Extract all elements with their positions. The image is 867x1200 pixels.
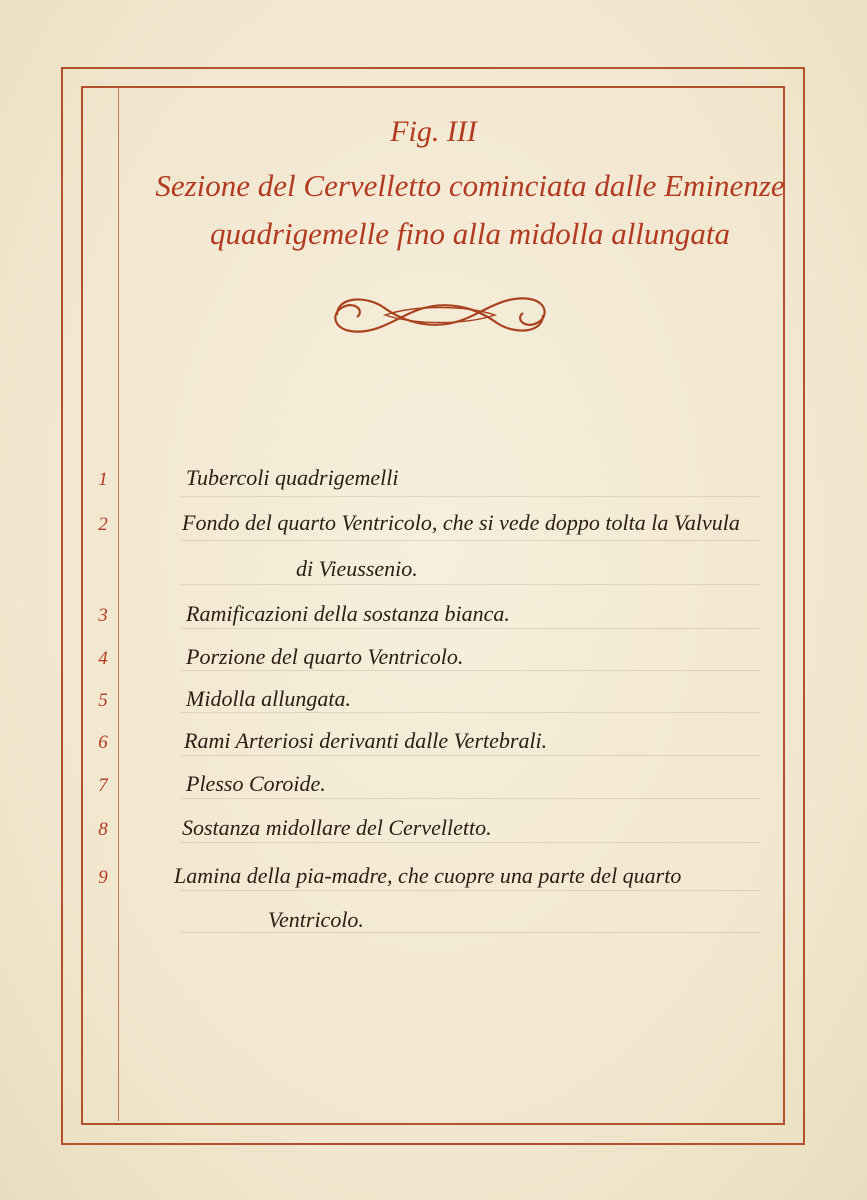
entry-text: Rami Arteriosi derivanti dalle Vertebrali. xyxy=(184,728,548,753)
ruled-line xyxy=(180,670,760,671)
entry-number: 1 xyxy=(98,469,108,490)
entry-continuation: Ventricolo. xyxy=(268,907,364,932)
entry-text: Sostanza midollare del Cervelletto. xyxy=(182,815,492,840)
entry-number: 3 xyxy=(98,605,108,626)
entry-text: Porzione del quarto Ventricolo. xyxy=(186,644,464,669)
ruled-line xyxy=(180,932,760,933)
entry-text: Midolla allungata. xyxy=(186,686,351,711)
entry-text: Plesso Coroide. xyxy=(186,771,326,796)
entry-text: Tubercoli quadrigemelli xyxy=(186,465,399,490)
ruled-line xyxy=(180,584,760,585)
entry-text: Fondo del quarto Ventricolo, che si vede doppo tolta la Valvula xyxy=(182,510,740,535)
entry-number: 9 xyxy=(98,867,108,888)
ornamental-flourish xyxy=(325,285,555,345)
title-line-2: quadrigemelle fino alla midolla allungata xyxy=(209,216,731,251)
figure-label: Fig. III xyxy=(390,115,477,148)
ruled-line xyxy=(180,712,760,713)
page-title xyxy=(130,162,810,258)
entry-number: 6 xyxy=(98,732,108,753)
ruled-line xyxy=(180,496,760,497)
entry-number: 4 xyxy=(98,648,108,669)
title-line-1: Sezione del Cervelletto cominciata dalle Eminenze xyxy=(155,168,785,203)
entry-number: 2 xyxy=(98,514,108,535)
ruled-line xyxy=(180,890,760,891)
entry-number: 7 xyxy=(98,775,108,796)
ruled-line xyxy=(180,755,760,756)
entry-number: 5 xyxy=(98,690,108,711)
entry-text: Ramificazioni della sostanza bianca. xyxy=(186,601,510,626)
entry-text: Lamina della pia-madre, che cuopre una parte del quarto xyxy=(174,863,682,888)
ruled-line xyxy=(180,842,760,843)
margin-rule xyxy=(118,88,119,1121)
ruled-line xyxy=(180,540,760,541)
entry-continuation: di Vieussenio. xyxy=(296,556,418,581)
ruled-line xyxy=(180,628,760,629)
ruled-line xyxy=(180,798,760,799)
entry-number: 8 xyxy=(98,819,108,840)
